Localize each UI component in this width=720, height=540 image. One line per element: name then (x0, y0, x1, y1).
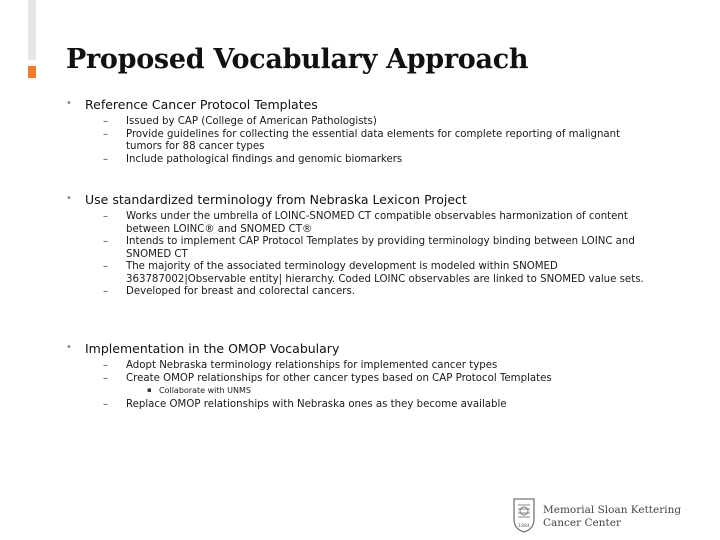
dash-icon: – (103, 372, 108, 384)
small-bullet-icon: ▪ (147, 386, 152, 394)
dash-icon: – (103, 128, 108, 140)
dash-icon: – (103, 360, 108, 371)
bullet-section-3 (0, 341, 720, 412)
sub-item (0, 116, 720, 129)
sub-item (0, 360, 720, 373)
sub-item (0, 261, 720, 286)
sub-text: Developed for breast and colorectal cancers. (126, 286, 355, 297)
sub-text: Intends to implement CAP Protocol Templates by providing terminology binding between LOINC and SNOMED CT (126, 236, 635, 260)
sub-item (0, 236, 720, 261)
dash-icon: – (103, 211, 108, 222)
sub-text: The majority of the associated terminology development is modeled within SNOMED 363787002|Observable entity| hierarchy. Coded LOINC observables are linked to SNOMED value sets. (126, 261, 644, 285)
dash-icon: – (103, 261, 108, 272)
logo-name: Memorial Sloan Kettering (543, 504, 682, 516)
bullet-item (0, 341, 720, 357)
dash-icon: – (103, 153, 108, 165)
decorative-accent-bar-gray (28, 0, 36, 60)
bullet-section-1 (0, 97, 720, 166)
sub-item (0, 373, 720, 386)
sub-item (0, 399, 720, 412)
logo-year: 1884 (518, 524, 530, 529)
sub-text: Include pathological findings and genomic biomarkers (126, 153, 403, 165)
msk-shield-icon (512, 497, 536, 533)
dash-icon: – (103, 236, 108, 247)
sub-text: Adopt Nebraska terminology relationships for implemented cancer types (126, 360, 498, 371)
bullet-item (0, 192, 720, 208)
sub-item (0, 154, 720, 167)
bullet-section-2 (0, 192, 720, 299)
sub-text: Works under the umbrella of LOINC-SNOMED CT compatible observables harmonization of content between LOINC® and SNOMED CT® (126, 211, 628, 235)
sub-item (0, 286, 720, 299)
bullet-dot-icon: • (66, 98, 72, 109)
sub-item (0, 211, 720, 236)
bullet-item (0, 97, 720, 113)
logo-subname: Cancer Center (543, 517, 621, 529)
sub-sub-text: Collaborate with UNMS (159, 386, 251, 395)
sub-text: Replace OMOP relationships with Nebraska ones as they become available (126, 399, 507, 410)
sub-sub-item (0, 386, 720, 396)
bullet-dot-icon: • (66, 342, 72, 353)
dash-icon: – (103, 399, 108, 410)
sub-item (0, 129, 720, 154)
bullet-text: Reference Cancer Protocol Templates (85, 97, 318, 112)
slide-title: Proposed Vocabulary Approach (66, 44, 529, 75)
bullet-text: Use standardized terminology from Nebraska Lexicon Project (85, 192, 467, 207)
sub-text: Issued by CAP (College of American Pathologists) (126, 116, 377, 127)
dash-icon: – (103, 286, 108, 297)
sub-text: Create OMOP relationships for other cancer types based on CAP Protocol Templates (126, 372, 552, 384)
dash-icon: – (103, 116, 108, 127)
decorative-accent-bar-orange (28, 66, 36, 78)
msk-logo (512, 497, 682, 533)
bullet-text: Implementation in the OMOP Vocabulary (85, 341, 340, 356)
bullet-dot-icon: • (66, 193, 72, 204)
sub-text: Provide guidelines for collecting the essential data elements for complete reporting of malignant tumors for 88 cancer types (126, 128, 621, 152)
